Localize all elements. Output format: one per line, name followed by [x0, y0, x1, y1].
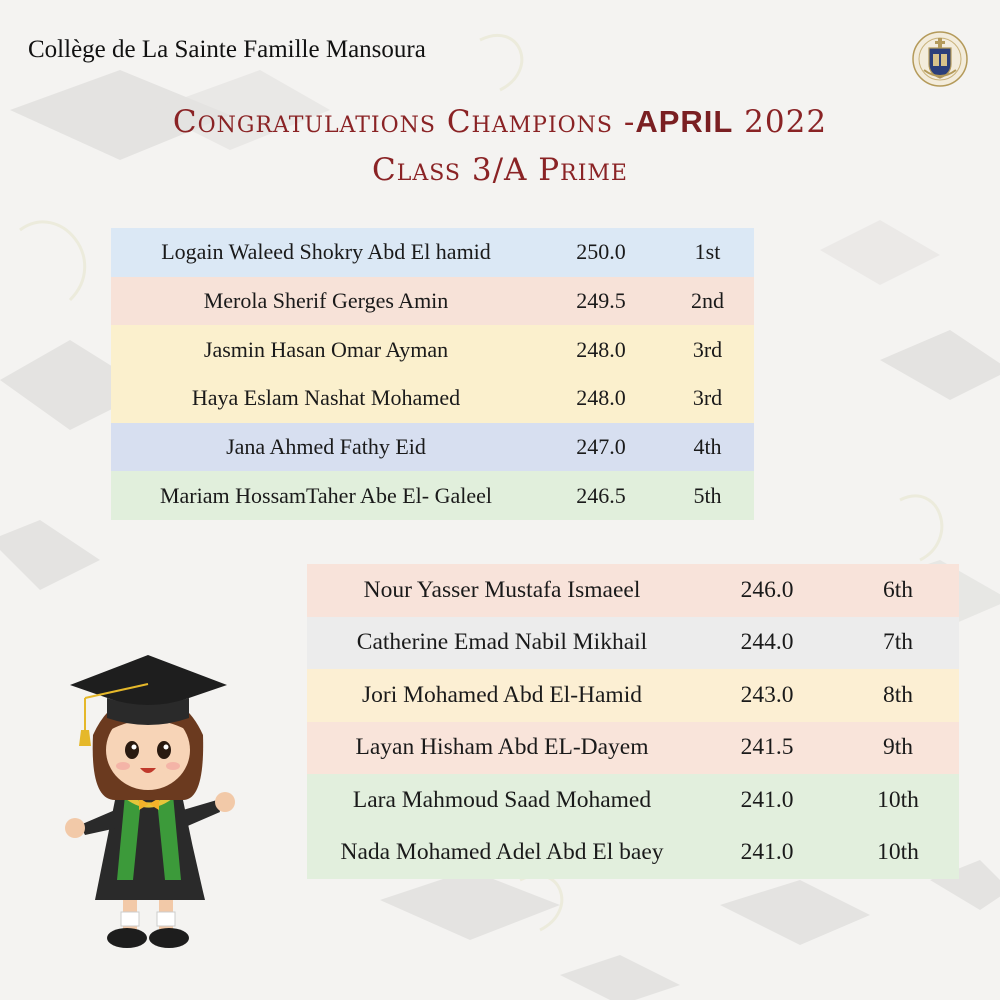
- student-score: 244.0: [740, 629, 794, 656]
- student-name: Merola Sherif Gerges Amin: [203, 288, 449, 314]
- student-score: 246.5: [576, 482, 626, 508]
- student-rank: 7th: [882, 629, 914, 656]
- student-rank: 9th: [882, 734, 914, 761]
- table-row: [307, 617, 959, 670]
- student-rank: 8th: [882, 681, 914, 708]
- student-rank: 6th: [882, 576, 914, 603]
- student-rank: 2nd: [691, 288, 724, 314]
- student-score: 247.0: [576, 434, 626, 460]
- student-rank: 3rd: [692, 385, 723, 411]
- table-row: [307, 827, 959, 880]
- student-name: Jana Ahmed Fathy Eid: [226, 434, 426, 460]
- student-score: 246.0: [740, 576, 794, 603]
- student-name: Lara Mahmoud Saad Mohamed: [352, 786, 652, 813]
- student-name: Layan Hisham Abd EL-Dayem: [355, 734, 649, 761]
- student-score: 249.5: [576, 288, 626, 314]
- table-row: [111, 423, 754, 472]
- student-rank: 5th: [693, 482, 722, 508]
- student-score: 243.0: [740, 681, 794, 708]
- student-name: Mariam HossamTaher Abe El- Galeel: [159, 482, 492, 508]
- student-score: 248.0: [576, 385, 626, 411]
- student-score: 250.0: [576, 239, 626, 265]
- student-score: 241.0: [740, 786, 794, 813]
- student-name: Nada Mohamed Adel Abd El baey: [340, 839, 664, 866]
- table-row: [111, 374, 754, 423]
- table-row: [111, 471, 754, 520]
- student-name: Nour Yasser Mustafa Ismaeel: [363, 576, 641, 603]
- student-name: Catherine Emad Nabil Mikhail: [356, 629, 648, 656]
- student-name: Logain Waleed Shokry Abd El hamid: [161, 239, 491, 265]
- student-rank: 3rd: [692, 336, 723, 362]
- student-rank: 10th: [877, 786, 919, 813]
- page-subtitle: Class 3/A Prime: [372, 152, 628, 188]
- title-month: APRIL: [635, 104, 734, 139]
- school-crest-icon: [912, 30, 968, 88]
- student-name: Jori Mohamed Abd El-Hamid: [361, 681, 642, 708]
- table-row: [111, 325, 754, 374]
- student-rank: 1st: [694, 239, 721, 265]
- table-row: [111, 228, 754, 277]
- student-rank: 4th: [693, 434, 722, 460]
- student-score: 241.0: [740, 839, 794, 866]
- table-row: [307, 669, 959, 722]
- table-row: [307, 774, 959, 827]
- table-row: [111, 277, 754, 326]
- student-name: Jasmin Hasan Omar Ayman: [203, 336, 449, 362]
- student-rank: 10th: [877, 839, 919, 866]
- table-row: [307, 564, 959, 617]
- student-score: 241.5: [740, 734, 794, 761]
- page-title: Congratulations Champions -APRIL 2022: [172, 104, 828, 140]
- table-row: [307, 722, 959, 775]
- rankings-table-top: [111, 228, 754, 520]
- rankings-table-bottom: [307, 564, 959, 879]
- student-score: 248.0: [576, 336, 626, 362]
- school-name: Collège de La Sainte Famille Mansoura: [28, 36, 426, 63]
- student-name: Haya Eslam Nashat Mohamed: [191, 385, 461, 411]
- graduate-girl-illustration: [55, 650, 245, 960]
